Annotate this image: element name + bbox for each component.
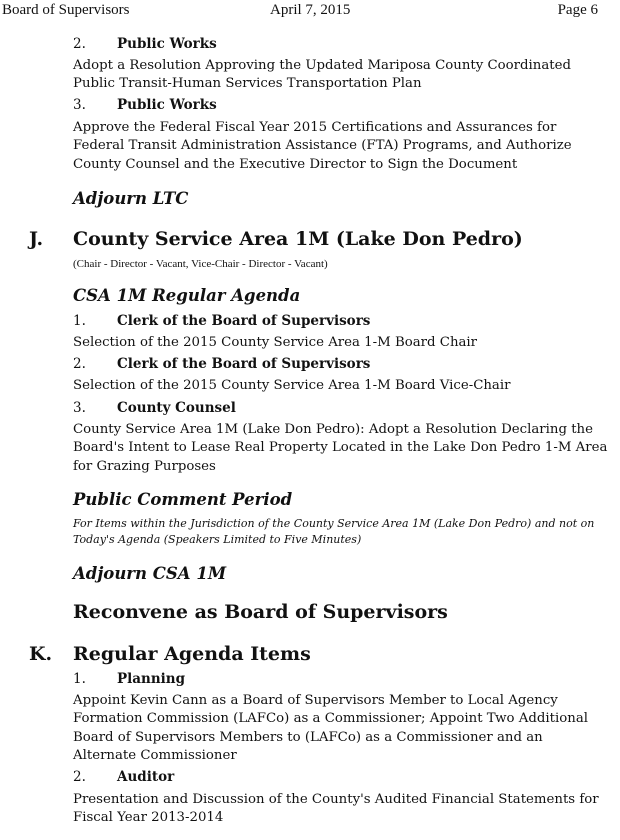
agenda-item-heading xyxy=(73,313,370,329)
agenda-item-heading xyxy=(73,400,236,416)
section-title: County Service Area 1M (Lake Don Pedro) xyxy=(73,228,523,250)
item-department: Public Works xyxy=(117,36,217,52)
item-number: 2. xyxy=(73,36,86,52)
public-comment-description: For Items within the Jurisdiction of the County Service Area 1M (Lake Don Pedro) and not on Today's Agenda (Speakers Limited to Five Minutes) xyxy=(73,517,595,546)
item-number: 3. xyxy=(73,400,86,416)
item-department: Auditor xyxy=(117,769,175,785)
page-header xyxy=(0,2,620,22)
agenda-item-description: Approve the Federal Fiscal Year 2015 Certifications and Assurances for Federal Transit Administration Assistance (FTA) Programs, and Authorize County Counsel and the Executive Director to Sign the Document xyxy=(73,120,572,172)
adjourn-csa-heading: Adjourn CSA 1M xyxy=(73,564,227,583)
item-number: 3. xyxy=(73,97,86,113)
item-number: 1. xyxy=(73,671,86,687)
item-number: 2. xyxy=(73,356,86,372)
agenda-item-heading xyxy=(73,671,185,687)
agenda-item-heading xyxy=(73,356,370,372)
agenda-item-description: Selection of the 2015 County Service Area 1-M Board Vice-Chair xyxy=(73,378,511,393)
public-comment-heading: Public Comment Period xyxy=(73,490,293,509)
item-department: Planning xyxy=(117,671,186,687)
agenda-item-heading xyxy=(73,36,217,52)
item-number: 2. xyxy=(73,769,86,785)
csa-agenda-heading: CSA 1M Regular Agenda xyxy=(73,286,301,305)
header-board-name: Board of Supervisors xyxy=(2,2,130,18)
header-page-number: Page 6 xyxy=(557,2,598,18)
item-number: 1. xyxy=(73,313,86,329)
section-title: Regular Agenda Items xyxy=(73,643,311,665)
item-department: Clerk of the Board of Supervisors xyxy=(117,313,371,329)
adjourn-ltc-heading: Adjourn LTC xyxy=(73,189,189,208)
header-date: April 7, 2015 xyxy=(270,2,351,18)
section-letter: J. xyxy=(29,228,44,250)
item-department: Clerk of the Board of Supervisors xyxy=(117,356,371,372)
agenda-item-heading xyxy=(73,97,217,113)
item-department: Public Works xyxy=(117,97,217,113)
item-department: County Counsel xyxy=(117,400,236,416)
section-officers-note: (Chair - Director - Vacant, Vice-Chair - Director - Vacant) xyxy=(73,258,328,270)
agenda-item-description: Selection of the 2015 County Service Area 1-M Board Chair xyxy=(73,335,478,350)
agenda-item-description: Appoint Kevin Cann as a Board of Supervisors Member to Local Agency Formation Commission (LAFCo) as a Commissioner; Appoint Two Additional Board of Supervisors Members to (LAFCo) as a Commissioner and an Alternate Commissioner xyxy=(73,693,589,763)
agenda-item-description: Presentation and Discussion of the County's Audited Financial Statements for Fiscal Year 2013-2014 xyxy=(73,792,599,826)
reconvene-heading: Reconvene as Board of Supervisors xyxy=(73,601,448,623)
section-letter: K. xyxy=(29,643,53,665)
agenda-item-heading xyxy=(73,769,174,785)
agenda-item-description: Adopt a Resolution Approving the Updated Mariposa County Coordinated Public Transit-Human Services Transportation Plan xyxy=(73,58,571,92)
agenda-item-description: County Service Area 1M (Lake Don Pedro): Adopt a Resolution Declaring the Board's Intent to Lease Real Property Located in the Lake Don Pedro 1-M Area for Grazing Purposes xyxy=(73,422,608,474)
